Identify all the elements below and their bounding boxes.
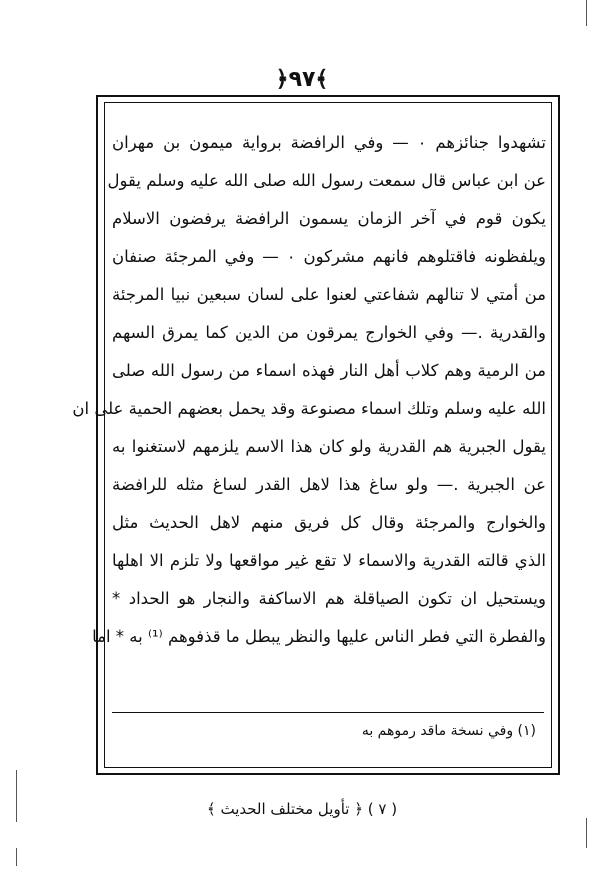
scan-margin-mark: [16, 770, 17, 822]
body-text: [72, 124, 546, 656]
text-line: الله عليه وسلم وتلك اسماء مصنوعة وقد يحمل بعضهم الحمية على ان: [72, 399, 546, 418]
text-line: تشهدوا جنائزهم ٠ — وفي الرافضة برواية ميمون بن مهران: [112, 133, 546, 152]
text-line: ويستحيل ان تكون الصياقلة هم الاساكفة والنجار هو الحداد *: [112, 589, 546, 608]
text-line: من الرمية وهم كلاب أهل النار فهذه اسماء من رسول الله صلى: [112, 361, 546, 380]
text-line: ويلفظونه فاقتلوهم فانهم مشركون ٠ — وفي المرجئة صنفان: [112, 247, 546, 266]
page-number: ﴿٩٧﴾: [275, 67, 329, 92]
running-footer: ( ٧ ) ﴿ تأويل مختلف الحديث ﴾: [206, 800, 398, 818]
text-line: يكون قوم في آخر الزمان يسمون الرافضة يرفضون الاسلام: [112, 209, 546, 228]
text-line: والفطرة التي فطر الناس عليها والنظر يبطل ما قذفوهم ⁽¹⁾ به * اما: [92, 627, 546, 646]
text-line: عن الجبرية .— ولو ساغ هذا لاهل القدر لساغ مثله للرافضة: [112, 475, 546, 494]
text-line: الذي قالته القدرية والاسماء لا تقع غير مواقعها ولا تلزم الا اهلها: [112, 551, 546, 570]
scan-margin-mark: [586, 0, 587, 26]
text-line: عن ابن عباس قال سمعت رسول الله صلى الله عليه وسلم يقول: [107, 171, 546, 190]
footnote-divider: [112, 712, 544, 713]
text-line: من أمتي لا تنالهم شفاعتي لعنوا على لسان سبعين نبيا المرجئة: [112, 285, 546, 304]
text-line: والخوارج والمرجئة وقال كل فريق منهم لاهل الحديث مثل: [112, 513, 546, 532]
text-line: والقدرية .— وفي الخوارج يمرقون من الدين كما يمرق السهم: [112, 323, 546, 342]
scan-margin-mark: [586, 818, 587, 848]
footnote: (١) وفي نسخة ماقد رموهم به: [361, 723, 536, 739]
text-line: يقول الجبرية هم القدرية ولو كان هذا الاسم يلزمهم لاستغنوا به: [112, 437, 546, 456]
scan-margin-mark: [16, 848, 17, 866]
